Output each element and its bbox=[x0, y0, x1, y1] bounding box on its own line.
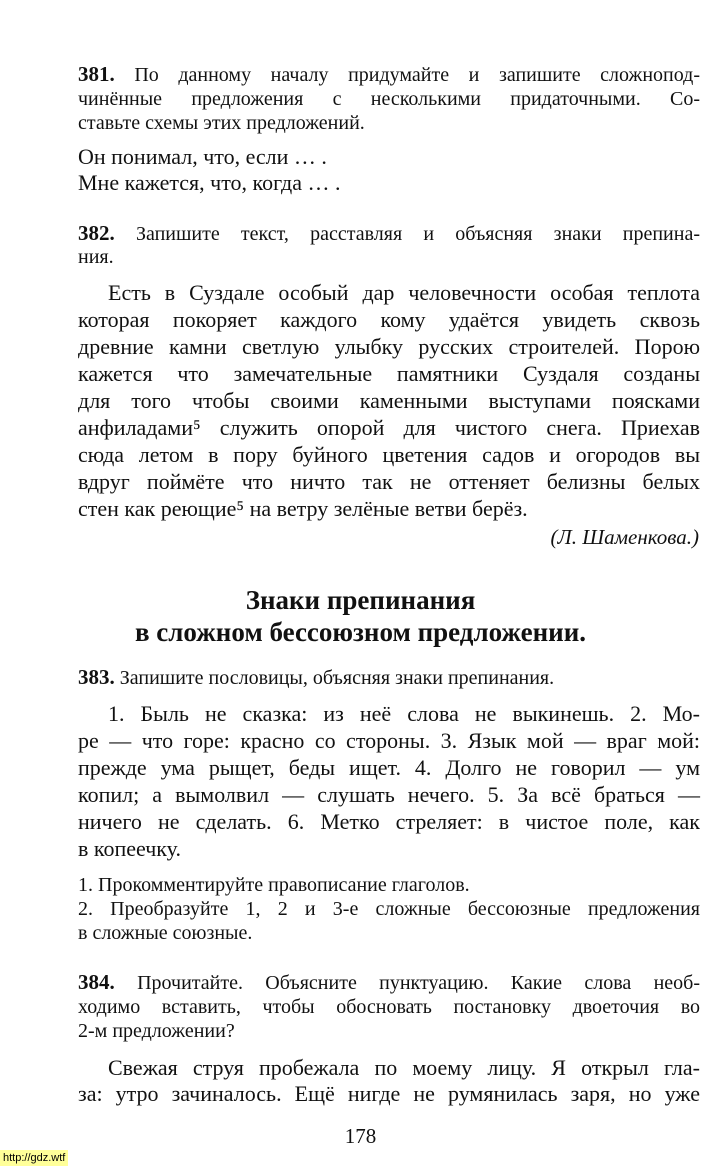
note-line: в сложные союзные. bbox=[78, 922, 253, 944]
task-line: ставьте схемы этих предложений. bbox=[78, 112, 365, 134]
task-line: ния. bbox=[78, 246, 114, 268]
note-line: 2. Преобразуйте 1, 2 и 3-е сложные бессоюзные предложения bbox=[78, 898, 700, 920]
watermark-link[interactable]: http://gdz.wtf bbox=[0, 1150, 68, 1166]
section-heading-line: Знаки препинания bbox=[245, 585, 476, 615]
exercise-number: 381. bbox=[78, 62, 115, 86]
text-line: Есть в Суздале особый дар человечности особая теплота bbox=[108, 280, 700, 305]
task-line: ходимо вставить, чтобы обосновать постановку двоеточия во bbox=[78, 996, 700, 1018]
text-line: кажется что замечательные памятники Суздаля созданы bbox=[78, 361, 700, 386]
task-text: Запишите пословицы, объясняя знаки препинания. bbox=[119, 667, 555, 689]
task-line bbox=[78, 64, 700, 85]
task-line: чинённые предложения с несколькими придаточными. Со- bbox=[78, 88, 700, 110]
task-text: Прочитайте. Объясните пунктуацию. Какие слова необ- bbox=[137, 972, 701, 994]
task-text: Запишите текст, расставляя и объясняя знаки препина- bbox=[135, 223, 701, 245]
text-line: за: утро зачиналось. Ещё нигде не румянилась заря, но уже bbox=[78, 1081, 700, 1106]
task-line bbox=[78, 667, 700, 688]
text-line: которая покоряет каждого кому удаётся увидеть сквозь bbox=[78, 307, 700, 332]
page-number: 178 bbox=[344, 1124, 377, 1148]
note-line: 1. Прокомментируйте правописание глаголов. bbox=[78, 874, 470, 896]
task-line bbox=[78, 972, 700, 993]
text-line: древние камни светлую улыбку русских строителей. Порою bbox=[78, 334, 700, 359]
exercise-number: 383. bbox=[78, 665, 115, 689]
text-line: 1. Быль не сказка: из неё слова не выкинешь. 2. Мо- bbox=[108, 701, 700, 726]
text-line: Мне кажется, что, когда … . bbox=[78, 170, 341, 195]
text-line: Он понимал, что, если … . bbox=[78, 144, 327, 169]
exercise-number: 384. bbox=[78, 970, 115, 994]
text-line: анфиладами⁵ служить опорой для чистого снега. Приехав bbox=[78, 415, 700, 440]
text-line: копил; а вымолвил — слушать нечего. 5. За всё браться — bbox=[78, 782, 700, 807]
text-line: для того чтобы своими каменными выступами поясками bbox=[78, 388, 700, 413]
attribution: (Л. Шаменкова.) bbox=[550, 525, 699, 549]
text-line: стен как реющие⁵ на ветру зелёные ветви берёз. bbox=[78, 496, 528, 521]
exercise-number: 382. bbox=[78, 221, 115, 245]
text-line: Свежая струя пробежала по моему лицу. Я открыл гла- bbox=[108, 1055, 700, 1080]
text-line: вдруг поймёте что ничто так не оттеняет белизны белых bbox=[78, 469, 700, 494]
text-line: ре — что горе: красно со стороны. 3. Язык мой — враг мой: bbox=[78, 728, 700, 753]
text-line: в копеечку. bbox=[78, 836, 181, 861]
task-line: 2-м предложении? bbox=[78, 1020, 235, 1042]
task-line bbox=[78, 223, 700, 244]
text-line: сюда летом в пору буйного цветения садов и огородов вы bbox=[78, 442, 700, 467]
text-line: ничего не сделать. 6. Метко стреляет: в чистое поле, как bbox=[78, 809, 700, 834]
text-line: прежде ума рыщет, беды ищет. 4. Долго не говорил — ум bbox=[78, 755, 700, 780]
task-text: По данному началу придумайте и запишите сложнопод- bbox=[134, 64, 701, 86]
section-heading-line: в сложном бессоюзном предложении. bbox=[134, 617, 587, 647]
